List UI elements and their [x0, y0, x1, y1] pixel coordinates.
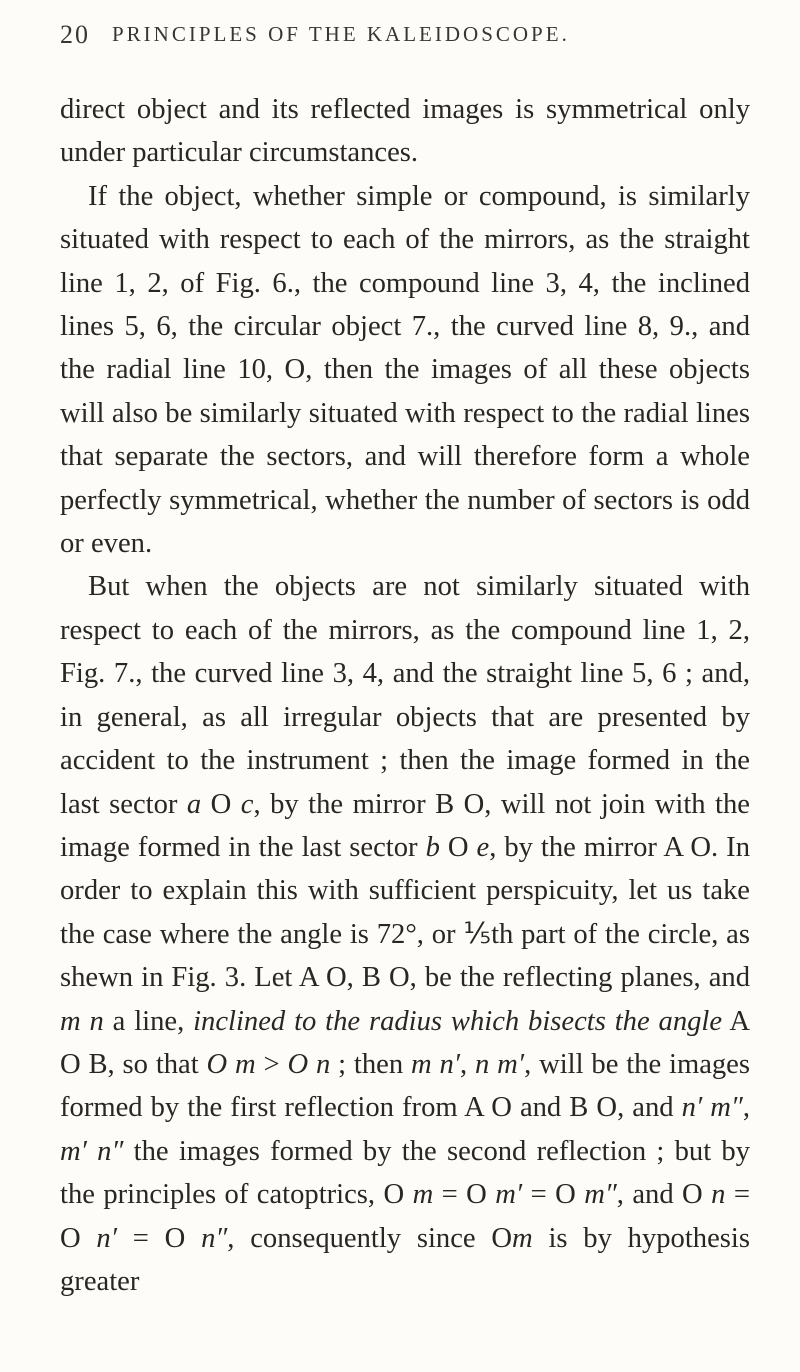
- math-symbol: m′: [495, 1179, 523, 1211]
- math-symbol: m: [512, 1222, 533, 1254]
- math-symbol: e: [476, 831, 490, 863]
- text-segment: ,: [460, 1048, 476, 1080]
- text-segment: ,: [742, 1092, 750, 1124]
- text-segment: A O B, so that: [60, 1005, 750, 1080]
- text-segment: , by the mirror B O, will not join with the image formed in the last sector: [60, 788, 750, 863]
- paragraph-2: If the object, whether simple or compound, is similarly situated with respect to each of the mirrors, as the straight line 1, 2, of Fig. 6., the compound line 3, 4, the inclined lines 5, 6, the circular object 7., the curved line 8, 9., and the radial line 10, O, then the images of all these objects will also be similarly situated with respect to the radial lines that separate the sectors, and will therefore form a whole perfectly symmetrical, whether the number of sectors is odd or even.: [60, 180, 750, 560]
- math-symbol: m′ n″: [60, 1135, 124, 1167]
- math-symbol: c: [240, 788, 254, 820]
- body-text: [60, 88, 750, 1303]
- text-segment: , by the mirror A O. In order to explain this with sufficient perspicuity, let us take the case where the angle is 72°, or ⅕th part of the circle, as shewn in Fig. 3. Let A O, B O, be the reflecting planes, and: [60, 831, 750, 994]
- text-segment: , and O: [616, 1179, 712, 1211]
- math-symbol: O m: [206, 1048, 256, 1080]
- text-segment: = O: [116, 1222, 202, 1254]
- text-segment: >: [255, 1048, 288, 1080]
- text-segment: , will be the images formed by the first reflection from A O and B O, and: [60, 1048, 750, 1124]
- page-header: [60, 20, 760, 60]
- page-number: 20: [60, 20, 90, 49]
- italic-phrase: inclined to the radius which bisects the angle: [193, 1005, 723, 1037]
- paragraph-1: direct object and its reflected images is symmetrical only under particular circumstances.: [60, 94, 750, 169]
- math-symbol: b: [425, 831, 440, 863]
- text-segment: = O: [60, 1179, 750, 1254]
- math-symbol: n: [711, 1179, 726, 1211]
- math-symbol: m n: [60, 1005, 104, 1037]
- math-symbol: m″: [584, 1179, 617, 1211]
- text-segment: = O: [522, 1179, 585, 1211]
- text-segment: = O: [433, 1179, 496, 1211]
- math-symbol: a: [186, 788, 202, 820]
- text-segment: But when the objects are not similarly situated with respect to each of the mirrors, as the compound line 1, 2, Fig. 7., the curved line 3, 4, and the straight line 5, 6 ; and, in general, as all irregular objects that are presented by accident to the instrument ; then the image formed in the last sector: [60, 571, 750, 820]
- text-segment: ; then: [330, 1048, 411, 1080]
- math-symbol: m: [412, 1179, 434, 1211]
- text-segment: O: [439, 831, 477, 863]
- text-segment: O: [201, 788, 241, 820]
- text-segment: a line,: [103, 1005, 194, 1037]
- math-symbol: O n: [287, 1048, 331, 1080]
- math-symbol: n′ m″: [681, 1092, 743, 1124]
- math-symbol: n′: [96, 1222, 117, 1254]
- math-symbol: n″: [201, 1222, 228, 1254]
- text-segment: the images formed by the second reflection ; but by the principles of catoptrics, O: [60, 1135, 750, 1211]
- math-symbol: n m′: [475, 1048, 525, 1080]
- text-segment: is by hypothesis greater: [60, 1222, 750, 1297]
- math-symbol: m n′: [411, 1048, 461, 1080]
- paragraph-3: [60, 565, 750, 1303]
- text-segment: , consequently since O: [227, 1222, 513, 1254]
- running-title: PRINCIPLES OF THE KALEIDOSCOPE.: [112, 22, 570, 46]
